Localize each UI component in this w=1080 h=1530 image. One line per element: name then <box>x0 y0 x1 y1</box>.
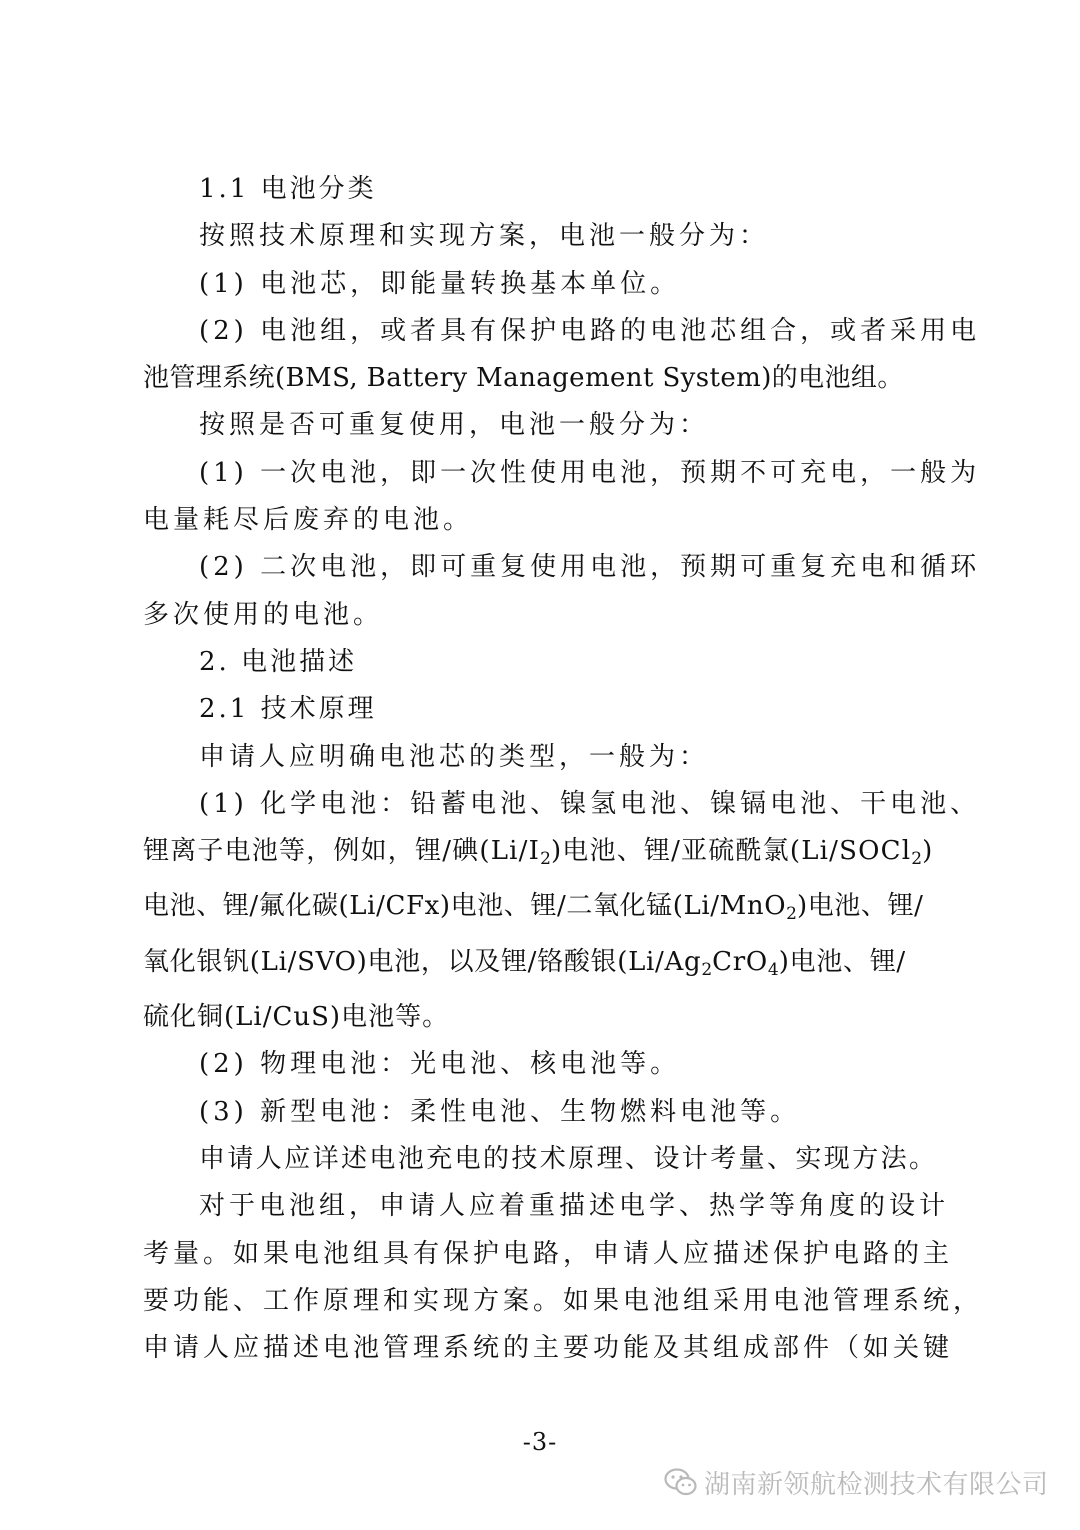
subscript: 2 <box>911 849 923 870</box>
chem-line-4 <box>143 939 940 994</box>
paragraph: 申请人应明确电池芯的类型，一般为： <box>199 741 710 772</box>
text-run: ) <box>922 836 934 867</box>
list-item: (1) 化学电池：铅蓄电池、镍氢电池、镍镉电池、干电池、 <box>199 788 981 819</box>
section-heading-2: 2. 电池描述 <box>199 646 358 677</box>
watermark-text: 湖南新领航检测技术有限公司 <box>704 1469 1049 1500</box>
subscript: 2 <box>540 849 551 870</box>
subscript: 2 <box>701 959 713 980</box>
paragraph-continuation: 考量。如果电池组具有保护电路，申请人应描述保护电路的主 <box>143 1238 954 1269</box>
paragraph: 按照技术原理和实现方案，电池一般分为： <box>199 221 770 252</box>
paragraph: 按照是否可重复使用，电池一般分为： <box>199 410 710 441</box>
wechat-icon <box>664 1467 698 1497</box>
list-item: (1) 电池芯，即能量转换基本单位。 <box>199 268 681 299</box>
paragraph: 申请人应详述电池充电的技术原理、设计考量、实现方法。 <box>199 1143 938 1174</box>
list-item: (2) 二次电池，即可重复使用电池，预期可重复充电和循环 <box>199 552 981 583</box>
section-heading-1-1: 1.1 电池分类 <box>199 174 377 204</box>
text-run: 锂离子电池等，例如，锂/碘(Li/I <box>143 836 541 867</box>
text-run: )电池、锂/亚硫酰氯(Li/SOCl <box>550 836 912 867</box>
list-item-continuation: 池管理系统(BMS, Battery Management System)的电池组。 <box>143 363 904 394</box>
page-number: -3- <box>522 1428 558 1456</box>
list-item-continuation: 多次使用的电池。 <box>143 599 384 630</box>
list-item: (3) 新型电池：柔性电池、生物燃料电池等。 <box>199 1096 801 1127</box>
list-item: (1) 一次电池，即一次性使用电池，预期不可充电，一般为 <box>199 457 981 488</box>
document-body <box>143 166 984 1372</box>
paragraph-continuation: 申请人应描述电池管理系统的主要功能及其组成部件（如关键 <box>143 1333 954 1364</box>
list-item: (2) 电池组，或者具有保护电路的电池芯组合，或者采用电 <box>199 315 981 346</box>
section-heading-2-1: 2.1 技术原理 <box>199 694 377 725</box>
text-run: 电池、锂/氟化碳(Li/CFx)电池、锂/二氧化锰(Li/MnO <box>143 891 787 922</box>
chem-line-2 <box>143 828 940 883</box>
list-item-continuation: 电量耗尽后废弃的电池。 <box>143 505 474 536</box>
text-run: 氧化银钒(Li/SVO)电池，以及锂/铬酸银(Li/Ag <box>143 946 702 977</box>
subscript: 2 <box>786 904 797 925</box>
text-run: )电池、锂/ <box>778 946 906 977</box>
chem-line-5: 硫化铜(Li/CuS)电池等。 <box>143 1002 450 1033</box>
paragraph: 对于电池组，申请人应着重描述电学、热学等角度的设计 <box>199 1191 950 1222</box>
paragraph-continuation: 要功能、工作原理和实现方案。如果电池组采用电池管理系统， <box>143 1285 984 1316</box>
text-run: )电池、锂/ <box>796 891 924 922</box>
text-run: CrO <box>712 946 768 977</box>
subscript: 4 <box>767 959 779 980</box>
watermark <box>664 1462 1049 1502</box>
chem-line-3 <box>143 883 940 938</box>
list-item: (2) 物理电池：光电池、核电池等。 <box>199 1049 681 1080</box>
